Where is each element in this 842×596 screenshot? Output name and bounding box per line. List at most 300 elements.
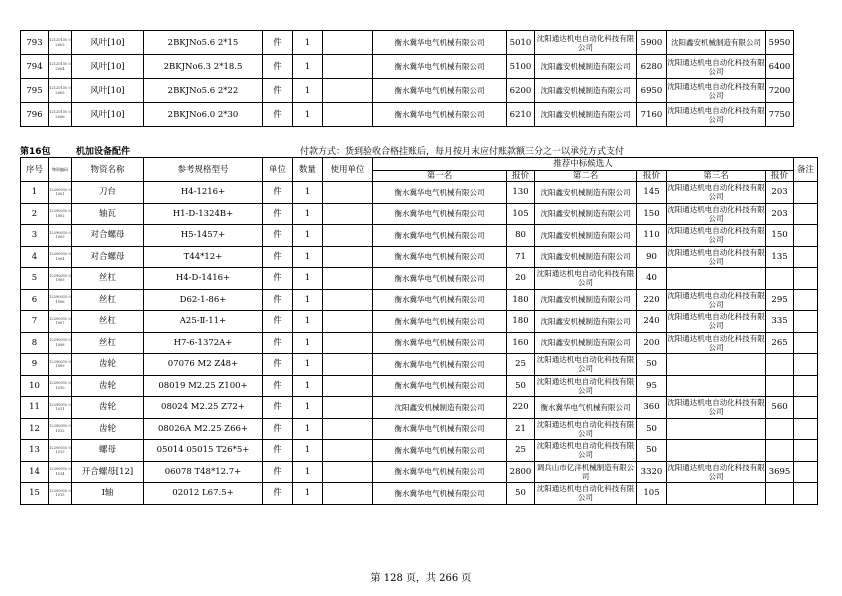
table-row — [21, 418, 818, 440]
first-supplier: 衡水冀华电气机械有限公司 — [373, 483, 507, 505]
third-supplier: 沈阳通达机电自动化科技有限公司 — [667, 79, 766, 103]
item-name: 风叶[10] — [72, 79, 144, 103]
item-code: 12290010 01001 — [49, 182, 72, 204]
item-code: 12290010 01010 — [49, 375, 72, 397]
item-no: 3 — [21, 225, 49, 247]
item-code: 12290010 01003 — [49, 225, 72, 247]
payment-terms: 付款方式：货到验收合格挂账后，每月按月末应付账款额三分之一以承兑方式支付 — [300, 147, 625, 157]
second-price: 110 — [637, 225, 667, 247]
item-no: 2 — [21, 203, 49, 225]
item-user — [323, 354, 373, 376]
item-user — [323, 182, 373, 204]
item-code: 12290010 01005 — [49, 268, 72, 290]
first-price: 6200 — [507, 79, 535, 103]
first-price: 50 — [507, 375, 535, 397]
item-qty: 1 — [293, 311, 323, 333]
table-row — [21, 31, 794, 55]
third-price — [766, 440, 794, 462]
table-row — [21, 268, 818, 290]
third-price: 6400 — [766, 55, 794, 79]
third-price: 150 — [766, 225, 794, 247]
table-row — [21, 483, 818, 505]
header-code: 物资编码 — [49, 158, 72, 182]
third-supplier — [667, 440, 766, 462]
item-no: 794 — [21, 55, 49, 79]
first-supplier: 衡水冀华电气机械有限公司 — [373, 225, 507, 247]
second-price: 105 — [637, 483, 667, 505]
item-name: 丝杠 — [72, 332, 144, 354]
third-supplier: 沈阳通达机电自动化科技有限公司 — [667, 183, 765, 202]
third-price: 7200 — [766, 79, 794, 103]
second-price: 6280 — [637, 55, 667, 79]
second-supplier: 沈阳鑫安机械制造有限公司 — [535, 55, 637, 79]
item-no: 795 — [21, 79, 49, 103]
item-user — [323, 246, 373, 268]
item-remark — [794, 461, 818, 483]
table-row — [21, 375, 818, 397]
item-spec: H5-1457+ — [144, 225, 263, 247]
item-qty: 1 — [293, 375, 323, 397]
item-spec: 06078 T48*12.7+ — [144, 461, 263, 483]
item-code: 12290010 01011 — [49, 397, 72, 419]
item-code: 12290010 01013 — [49, 440, 72, 462]
third-supplier — [667, 268, 766, 290]
item-qty: 1 — [293, 103, 323, 127]
third-price — [766, 418, 794, 440]
second-supplier: 沈阳通达机电自动化科技有限公司 — [535, 418, 637, 440]
second-price: 145 — [637, 182, 667, 204]
item-code: 12290010 01014 — [49, 461, 72, 483]
item-no: 793 — [21, 31, 49, 55]
item-no: 15 — [21, 483, 49, 505]
item-unit: 件 — [263, 332, 293, 354]
package-name: 机加设备配件 — [76, 147, 131, 157]
item-name: 风叶[10] — [72, 103, 144, 127]
first-price: 5010 — [507, 31, 535, 55]
third-price: 7750 — [766, 103, 794, 127]
item-spec: 2BKJNo6.3 2*18.5 — [144, 55, 263, 79]
previous-items-table — [20, 30, 794, 127]
second-supplier: 沈阳通达机电自动化科技有限公司 — [535, 483, 637, 505]
table-row — [21, 79, 794, 103]
second-supplier: 沈阳通达机电自动化科技有限公司 — [535, 268, 637, 290]
item-user — [323, 332, 373, 354]
second-price: 3320 — [637, 461, 667, 483]
item-remark — [794, 397, 818, 419]
second-supplier: 沈阳鑫安机械制造有限公司 — [535, 182, 637, 204]
item-spec: T44*12+ — [144, 246, 263, 268]
second-supplier: 沈阳通达机电自动化科技有限公司 — [535, 375, 637, 397]
item-user — [323, 397, 373, 419]
item-spec: 2BKJNo6.0 2*30 — [144, 103, 263, 127]
item-name: 齿轮 — [72, 418, 144, 440]
first-supplier: 衡水冀华电气机械有限公司 — [373, 311, 507, 333]
item-remark — [794, 418, 818, 440]
item-qty: 1 — [293, 182, 323, 204]
item-remark — [794, 246, 818, 268]
third-supplier — [667, 483, 766, 505]
second-price: 50 — [637, 354, 667, 376]
item-code: 12120150 02005 — [49, 79, 72, 103]
item-qty: 1 — [293, 225, 323, 247]
item-unit: 件 — [263, 440, 293, 462]
item-no: 4 — [21, 246, 49, 268]
item-name: 丝杠 — [72, 268, 144, 290]
first-supplier: 衡水冀华电气机械有限公司 — [373, 461, 507, 483]
first-price: 180 — [507, 289, 535, 311]
first-price: 2800 — [507, 461, 535, 483]
item-qty: 1 — [293, 332, 323, 354]
item-no: 12 — [21, 418, 49, 440]
item-spec: D62-1-86+ — [144, 289, 263, 311]
header-qty: 数量 — [293, 158, 323, 182]
item-no: 14 — [21, 461, 49, 483]
first-supplier: 衡水冀华电气机械有限公司 — [373, 375, 507, 397]
table-row — [21, 103, 794, 127]
item-unit: 件 — [263, 354, 293, 376]
item-unit: 件 — [263, 79, 293, 103]
item-user — [323, 103, 373, 127]
header-unit: 单位 — [263, 158, 293, 182]
item-qty: 1 — [293, 246, 323, 268]
third-price: 5950 — [766, 31, 794, 55]
first-supplier: 衡水冀华电气机械有限公司 — [373, 354, 507, 376]
second-supplier: 调兵山市亿洋机械制造有限公司 — [535, 461, 637, 483]
item-qty: 1 — [293, 418, 323, 440]
second-supplier: 沈阳鑫安机械制造有限公司 — [535, 225, 637, 247]
header-price-1: 报价 — [507, 171, 535, 182]
second-supplier: 沈阳鑫安机械制造有限公司 — [535, 79, 637, 103]
item-spec: H4-1216+ — [144, 182, 263, 204]
package-16-table — [20, 157, 818, 505]
third-supplier: 沈阳通达机电自动化科技有限公司 — [667, 247, 765, 266]
item-spec: H1-D-1324B+ — [144, 203, 263, 225]
second-supplier: 沈阳鑫安机械制造有限公司 — [535, 289, 637, 311]
third-supplier — [667, 418, 766, 440]
item-unit: 件 — [263, 246, 293, 268]
third-supplier: 沈阳通达机电自动化科技有限公司 — [667, 290, 765, 309]
item-user — [323, 440, 373, 462]
first-supplier: 衡水冀华电气机械有限公司 — [373, 418, 507, 440]
item-no: 8 — [21, 332, 49, 354]
second-price: 90 — [637, 246, 667, 268]
header-recommend: 推荐中标候选人 — [373, 158, 794, 171]
second-price: 50 — [637, 440, 667, 462]
third-price: 335 — [766, 311, 794, 333]
item-name: 齿轮 — [72, 397, 144, 419]
item-user — [323, 79, 373, 103]
table-row — [21, 354, 818, 376]
item-name: 螺母 — [72, 440, 144, 462]
first-supplier: 沈阳鑫安机械制造有限公司 — [373, 397, 507, 419]
third-supplier: 沈阳通达机电自动化科技有限公司 — [667, 55, 766, 79]
first-price: 25 — [507, 440, 535, 462]
second-supplier: 沈阳鑫安机械制造有限公司 — [535, 203, 637, 225]
first-price: 5100 — [507, 55, 535, 79]
item-user — [323, 461, 373, 483]
item-no: 1 — [21, 182, 49, 204]
table-row — [21, 203, 818, 225]
item-user — [323, 418, 373, 440]
package-label: 第16包 — [20, 147, 51, 157]
item-qty: 1 — [293, 461, 323, 483]
table-row — [21, 461, 818, 483]
third-supplier: 沈阳通达机电自动化科技有限公司 — [667, 398, 765, 417]
item-spec: H4-D-1416+ — [144, 268, 263, 290]
first-price: 180 — [507, 311, 535, 333]
first-supplier: 衡水冀华电气机械有限公司 — [373, 289, 507, 311]
item-remark — [794, 440, 818, 462]
first-supplier: 衡水冀华电气机械有限公司 — [373, 31, 507, 55]
item-no: 6 — [21, 289, 49, 311]
item-code: 12290010 01006 — [49, 289, 72, 311]
first-price: 25 — [507, 354, 535, 376]
item-qty: 1 — [293, 203, 323, 225]
item-remark — [794, 483, 818, 505]
item-spec: H7-6-1372A+ — [144, 332, 263, 354]
second-supplier: 沈阳通达机电自动化科技有限公司 — [535, 354, 637, 376]
item-remark — [794, 375, 818, 397]
second-price: 6950 — [637, 79, 667, 103]
table-row — [21, 289, 818, 311]
item-qty: 1 — [293, 31, 323, 55]
item-user — [323, 311, 373, 333]
item-code: 12120150 02006 — [49, 103, 72, 127]
second-supplier: 衡水冀华电气机械有限公司 — [535, 397, 637, 419]
second-price: 5900 — [637, 31, 667, 55]
item-unit: 件 — [263, 461, 293, 483]
first-supplier: 衡水冀华电气机械有限公司 — [373, 268, 507, 290]
second-price: 40 — [637, 268, 667, 290]
item-name: 齿轮 — [72, 375, 144, 397]
second-price: 220 — [637, 289, 667, 311]
second-price: 200 — [637, 332, 667, 354]
header-price-2: 报价 — [637, 171, 667, 182]
item-unit: 件 — [263, 375, 293, 397]
first-price: 50 — [507, 483, 535, 505]
item-user — [323, 225, 373, 247]
item-remark — [794, 268, 818, 290]
item-code: 12290010 01009 — [49, 354, 72, 376]
item-qty: 1 — [293, 79, 323, 103]
second-supplier: 沈阳鑫安机械制造有限公司 — [535, 332, 637, 354]
first-price: 71 — [507, 246, 535, 268]
item-spec: A25-Ⅱ-11+ — [144, 311, 263, 333]
item-user — [323, 55, 373, 79]
header-spec: 参考规格型号 — [144, 158, 263, 182]
item-spec: 08019 M2.25 Z100+ — [144, 375, 263, 397]
item-name: 开合螺母[12] — [72, 461, 144, 483]
second-price: 7160 — [637, 103, 667, 127]
third-price — [766, 483, 794, 505]
item-spec: 08026A M2.25 Z66+ — [144, 418, 263, 440]
item-name: 风叶[10] — [72, 31, 144, 55]
header-first: 第一名 — [373, 171, 507, 182]
header-third: 第三名 — [667, 171, 766, 182]
item-remark — [794, 332, 818, 354]
item-user — [323, 203, 373, 225]
item-name: 齿轮 — [72, 354, 144, 376]
item-name: I轴 — [72, 483, 144, 505]
item-user — [323, 375, 373, 397]
third-price: 560 — [766, 397, 794, 419]
item-qty: 1 — [293, 268, 323, 290]
first-price: 220 — [507, 397, 535, 419]
third-supplier — [667, 375, 766, 397]
third-price — [766, 354, 794, 376]
header-price-3: 报价 — [766, 171, 794, 182]
item-spec: 05014 05015 T26*5+ — [144, 440, 263, 462]
third-price — [766, 375, 794, 397]
item-name: 轴瓦 — [72, 203, 144, 225]
item-qty: 1 — [293, 289, 323, 311]
item-no: 11 — [21, 397, 49, 419]
item-unit: 件 — [263, 225, 293, 247]
first-price: 21 — [507, 418, 535, 440]
item-qty: 1 — [293, 354, 323, 376]
first-supplier: 衡水冀华电气机械有限公司 — [373, 103, 507, 127]
page-footer: 第 128 页，共 266 页 — [370, 573, 472, 584]
first-price: 6210 — [507, 103, 535, 127]
item-name: 对合螺母 — [72, 246, 144, 268]
item-name: 风叶[10] — [72, 55, 144, 79]
item-unit: 件 — [263, 55, 293, 79]
item-unit: 件 — [263, 483, 293, 505]
item-code: 12120150 02003 — [49, 31, 72, 55]
item-unit: 件 — [263, 103, 293, 127]
item-spec: 08024 M2.25 Z72+ — [144, 397, 263, 419]
item-user — [323, 289, 373, 311]
item-name: 丝杠 — [72, 311, 144, 333]
table-row — [21, 397, 818, 419]
first-supplier: 衡水冀华电气机械有限公司 — [373, 332, 507, 354]
item-user — [323, 483, 373, 505]
table-row — [21, 311, 818, 333]
item-no: 7 — [21, 311, 49, 333]
item-spec: 2BKJNo5.6 2*22 — [144, 79, 263, 103]
table-row — [21, 332, 818, 354]
header-no: 序号 — [21, 158, 49, 182]
third-supplier — [667, 354, 766, 376]
item-qty: 1 — [293, 55, 323, 79]
first-price: 20 — [507, 268, 535, 290]
table-row — [21, 55, 794, 79]
item-code: 12120150 02004 — [49, 55, 72, 79]
item-code: 12290010 01004 — [49, 246, 72, 268]
item-remark — [794, 311, 818, 333]
item-unit: 件 — [263, 31, 293, 55]
second-price: 50 — [637, 418, 667, 440]
second-supplier: 沈阳通达机电自动化科技有限公司 — [535, 440, 637, 462]
item-no: 5 — [21, 268, 49, 290]
third-supplier: 沈阳通达机电自动化科技有限公司 — [667, 333, 765, 352]
item-spec: 07076 M2 Z48+ — [144, 354, 263, 376]
first-supplier: 衡水冀华电气机械有限公司 — [373, 203, 507, 225]
item-code: 12290010 01007 — [49, 311, 72, 333]
first-price: 105 — [507, 203, 535, 225]
first-supplier: 衡水冀华电气机械有限公司 — [373, 79, 507, 103]
item-name: 刀台 — [72, 182, 144, 204]
item-unit: 件 — [263, 397, 293, 419]
item-unit: 件 — [263, 289, 293, 311]
item-spec: 02012 L67.5+ — [144, 483, 263, 505]
header-second: 第二名 — [535, 171, 637, 182]
third-price: 265 — [766, 332, 794, 354]
item-unit: 件 — [263, 418, 293, 440]
third-price: 295 — [766, 289, 794, 311]
first-supplier: 衡水冀华电气机械有限公司 — [373, 246, 507, 268]
third-price: 203 — [766, 182, 794, 204]
table-row — [21, 182, 818, 204]
second-price: 360 — [637, 397, 667, 419]
first-price: 130 — [507, 182, 535, 204]
item-remark — [794, 354, 818, 376]
second-supplier: 沈阳鑫安机械制造有限公司 — [535, 246, 637, 268]
second-supplier: 沈阳鑫安机械制造有限公司 — [535, 311, 637, 333]
table-row — [21, 246, 818, 268]
item-code: 12290010 01008 — [49, 332, 72, 354]
item-no: 13 — [21, 440, 49, 462]
item-unit: 件 — [263, 203, 293, 225]
item-user — [323, 268, 373, 290]
item-remark — [794, 289, 818, 311]
item-unit: 件 — [263, 182, 293, 204]
item-user — [323, 31, 373, 55]
third-price: 203 — [766, 203, 794, 225]
header-name: 物资名称 — [72, 158, 144, 182]
item-code: 12290010 01012 — [49, 418, 72, 440]
item-remark — [794, 182, 818, 204]
third-price — [766, 268, 794, 290]
first-supplier: 衡水冀华电气机械有限公司 — [373, 55, 507, 79]
header-user: 使用单位 — [323, 158, 373, 182]
third-supplier: 沈阳通达机电自动化科技有限公司 — [667, 462, 765, 481]
third-supplier: 沈阳通达机电自动化科技有限公司 — [667, 204, 765, 223]
first-supplier: 衡水冀华电气机械有限公司 — [373, 440, 507, 462]
third-supplier: 沈阳鑫安机械制造有限公司 — [667, 31, 766, 55]
item-name: 丝杠 — [72, 289, 144, 311]
first-price: 80 — [507, 225, 535, 247]
item-remark — [794, 203, 818, 225]
item-qty: 1 — [293, 397, 323, 419]
item-remark — [794, 225, 818, 247]
third-supplier: 沈阳通达机电自动化科技有限公司 — [667, 103, 766, 127]
second-price: 95 — [637, 375, 667, 397]
second-price: 240 — [637, 311, 667, 333]
item-no: 9 — [21, 354, 49, 376]
item-qty: 1 — [293, 440, 323, 462]
header-remark: 备注 — [794, 158, 818, 182]
item-no: 10 — [21, 375, 49, 397]
first-price: 160 — [507, 332, 535, 354]
table-row — [21, 440, 818, 462]
item-code: 12290010 01015 — [49, 483, 72, 505]
item-unit: 件 — [263, 311, 293, 333]
second-price: 150 — [637, 203, 667, 225]
third-supplier: 沈阳通达机电自动化科技有限公司 — [667, 226, 765, 245]
item-name: 对合螺母 — [72, 225, 144, 247]
table-row — [21, 225, 818, 247]
second-supplier: 沈阳鑫安机械制造有限公司 — [535, 103, 637, 127]
third-price: 135 — [766, 246, 794, 268]
item-unit: 件 — [263, 268, 293, 290]
first-supplier: 衡水冀华电气机械有限公司 — [373, 182, 507, 204]
third-price: 3695 — [766, 461, 794, 483]
item-no: 796 — [21, 103, 49, 127]
second-supplier: 沈阳通达机电自动化科技有限公司 — [535, 31, 637, 55]
item-code: 12290010 01002 — [49, 203, 72, 225]
item-spec: 2BKJNo5.6 2*15 — [144, 31, 263, 55]
